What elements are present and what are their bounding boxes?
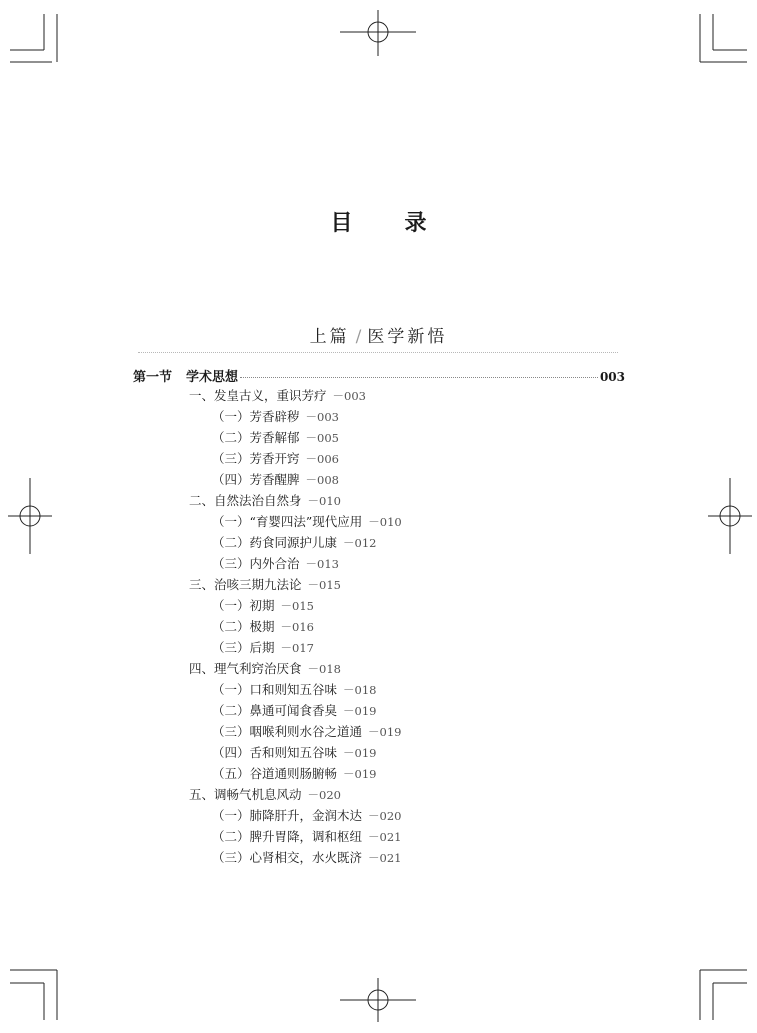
toc-entry[interactable]	[212, 682, 376, 698]
toc-entry[interactable]	[189, 577, 341, 593]
part-name: 医学新悟	[367, 327, 448, 347]
toc-entry-page: －019	[343, 767, 377, 781]
toc-entry-page: －018	[343, 683, 377, 697]
toc-entry[interactable]	[212, 514, 402, 530]
toc-entry[interactable]	[212, 703, 376, 719]
toc-entry-title: 三、治咳三期九法论	[189, 577, 302, 592]
toc-entry-page: －017	[280, 641, 314, 655]
section-leader-dots	[240, 377, 598, 378]
title-char-2: 录	[404, 210, 427, 236]
toc-entry-page: －021	[368, 851, 402, 865]
toc-entry-page: －012	[343, 536, 377, 550]
toc-entry[interactable]	[189, 388, 366, 404]
toc-entry-title: 二、自然法治自然身	[189, 493, 302, 508]
toc-entry[interactable]	[212, 619, 314, 635]
toc-entry-title: （三）心肾相交，水火既济	[212, 850, 363, 865]
toc-entry[interactable]	[212, 640, 314, 656]
toc-entry[interactable]	[189, 661, 341, 677]
page-title	[0, 206, 757, 237]
toc-entry-page: －006	[305, 452, 339, 466]
toc-entry-page: －015	[280, 599, 314, 613]
toc-entry-page: －021	[368, 830, 402, 844]
toc-entry-title: 五、调畅气机息风动	[189, 787, 302, 802]
toc-entry-page: －013	[305, 557, 339, 571]
toc-entry[interactable]	[212, 451, 339, 467]
toc-entry-title: （三）内外合治	[212, 556, 300, 571]
toc-entry-title: （一）初期	[212, 598, 275, 613]
toc-entry-title: （三）芳香开窍	[212, 451, 300, 466]
toc-entry-title: （二）极期	[212, 619, 275, 634]
toc-entry-page: －019	[368, 725, 402, 739]
title-char-1: 目	[330, 210, 353, 236]
toc-entry[interactable]	[212, 535, 376, 551]
toc-entry-title: （一）芳香辟秽	[212, 409, 300, 424]
toc-entry[interactable]	[212, 808, 401, 824]
toc-entry[interactable]	[212, 850, 401, 866]
part-label: 上篇	[309, 327, 350, 347]
section-title: 学术思想	[186, 370, 239, 385]
toc-entry[interactable]	[212, 409, 339, 425]
toc-entry-title: （五）谷道通则肠腑畅	[212, 766, 338, 781]
toc-entry-page: －020	[368, 809, 402, 823]
toc-entry[interactable]	[212, 766, 376, 782]
toc-entry[interactable]	[212, 745, 376, 761]
toc-entry-page: －003	[305, 410, 339, 424]
part-heading	[0, 322, 757, 347]
section-number: 第一节	[133, 370, 173, 385]
toc-entry-title: （四）舌和则知五谷味	[212, 745, 338, 760]
toc-entry-page: －020	[307, 788, 341, 802]
toc-entry-title: （二）脾升胃降，调和枢纽	[212, 829, 363, 844]
section-page: 003	[599, 370, 625, 384]
toc-entry[interactable]	[212, 598, 314, 614]
toc-entry[interactable]	[212, 472, 339, 488]
toc-entry-title: （二）药食同源护儿康	[212, 535, 338, 550]
toc-entry-title: （三）后期	[212, 640, 275, 655]
toc-entry-title: （二）鼻通可闻食香臭	[212, 703, 338, 718]
toc-entry[interactable]	[189, 493, 341, 509]
toc-entry-title: （二）芳香解郁	[212, 430, 300, 445]
toc-entry-page: －015	[307, 578, 341, 592]
toc-entry-page: －019	[343, 746, 377, 760]
toc-section-row[interactable]	[133, 366, 625, 385]
toc-entry-page: －008	[305, 473, 339, 487]
toc-entry[interactable]	[212, 829, 401, 845]
toc-entry-page: －010	[368, 515, 402, 529]
part-divider	[138, 352, 618, 353]
toc-entry-title: （一）“育婴四法”现代应用	[212, 514, 363, 529]
toc-entry[interactable]	[212, 430, 339, 446]
toc-entry-title: （一）口和则知五谷味	[212, 682, 338, 697]
toc-entry-page: －016	[280, 620, 314, 634]
toc-entry[interactable]	[212, 556, 339, 572]
toc-entry-title: （三）咽喉利则水谷之道通	[212, 724, 363, 739]
toc-entry-page: －010	[307, 494, 341, 508]
toc-entry-page: －019	[343, 704, 377, 718]
toc-entry-page: －018	[307, 662, 341, 676]
toc-entry[interactable]	[189, 787, 341, 803]
toc-entry-title: 一、发皇古义，重识芳疗	[189, 388, 327, 403]
toc-entry-title: （一）肺降肝升，金润木达	[212, 808, 363, 823]
part-separator: /	[355, 327, 362, 347]
toc-entry-title: 四、理气利窍治厌食	[189, 661, 302, 676]
toc-entry-page: －005	[305, 431, 339, 445]
toc-entry-title: （四）芳香醒脾	[212, 472, 300, 487]
toc-entry-page: －003	[332, 389, 366, 403]
toc-entry[interactable]	[212, 724, 401, 740]
